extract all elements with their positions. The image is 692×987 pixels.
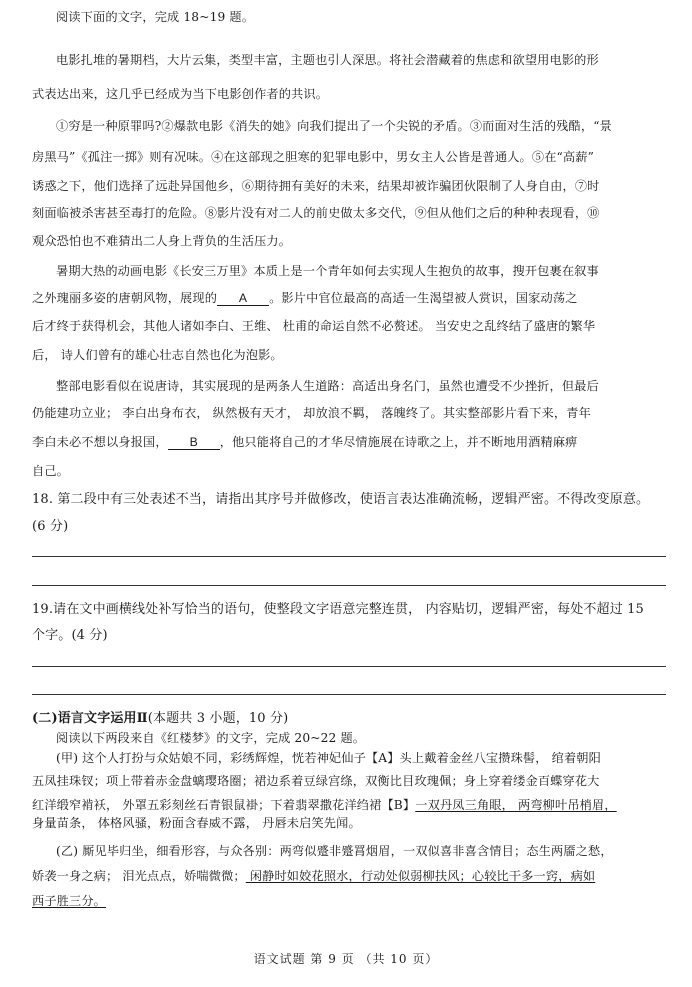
section-2-heading-detail: (本题共 3 小题，10 分)	[147, 711, 289, 726]
paragraph-2-line-1: ①穷是一种原罪吗?②爆款电影《消失的她》向我们提出了一个尖锐的矛盾。③而面对生活的残酷，“景	[56, 119, 612, 133]
passage-jia-line-4: 身量苗条， 体格风骚，粉面含春威不露， 丹唇未启笑先闻。	[32, 816, 361, 830]
paragraph-2-line-5: 观众恐怕也不难猜出二人身上背负的生活压力。	[32, 234, 292, 248]
passage-yi-line-1: (乙) 厮见毕归坐，细看形容，与众各别：两弯似蹙非蹙罥烟眉，一双似喜非喜含情目；态生两靥之愁，	[56, 844, 613, 858]
passage-yi-line-3	[32, 893, 106, 909]
paragraph-2-line-4: 刻面临被杀害甚至毒打的危险。⑧影片没有对二人的前史做太多交代，⑨但从他们之后的种种表现看，⑩	[32, 206, 600, 220]
paragraph-2-line-3: 诱惑之下，他们选择了远赴异国他乡，⑥期待拥有美好的未来，结果却被诈骗团伙限制了人身自由，⑦时	[32, 179, 600, 193]
section-2-heading	[32, 711, 288, 727]
blank-a: A	[217, 292, 269, 306]
question-18-line-1: 18. 第二段中有三处表述不当，请指出其序号并做修改，使语言表达准确流畅，逻辑严密。不得改变原意。	[32, 492, 650, 507]
paragraph-4-line-3	[32, 434, 578, 450]
page-footer: 语文试题 第 9 页 （共 10 页）	[253, 952, 439, 966]
passage-yi-underlined: 闲静时如姣花照水，行动处似弱柳扶风；心较比干多一窍，病如	[245, 869, 596, 883]
reading-intro: 阅读下面的文字，完成 18~19 题。	[56, 10, 255, 24]
question-19-line-2: 个字。(4 分)	[32, 628, 108, 643]
paragraph-3-line-1: 暑期大热的动画电影《长安三万里》本质上是一个青年如何去实现人生抱负的故事，搜开包裹在叙事	[56, 264, 599, 278]
paragraph-3-line-2-start: 之外瑰丽多姿的唐朝风物，展现的	[32, 291, 218, 305]
passage-jia-line-2: 五凤挂珠钗；项上带着赤金盘螭璎珞圈；裙边系着豆绿宫绦，双衡比目玫瑰佩；身上穿着缕金百蝶穿花大	[32, 774, 600, 788]
passage-jia-line-1: (甲) 这个人打扮与众姑娘不同，彩绣辉煌，恍若神妃仙子【A】头上戴着金丝八宝攒珠髻， 绾着朝阳	[56, 751, 601, 765]
paragraph-1-line-1: 电影扎堆的暑期档，大片云集，类型丰富，主题也引人深思。将社会潜藏着的焦虑和欲望用电影的形	[56, 53, 599, 67]
passage-jia-line-3-start: 红洋缎窄褃袄， 外罩五彩刻丝石青银鼠褂；下着翡翠撒花洋绉裙【B】	[32, 798, 416, 812]
passage-jia-underlined: 一双丹凤三角眼， 两弯柳叶吊梢眉，	[415, 798, 617, 812]
answer-line-18-1[interactable]	[32, 556, 666, 557]
paragraph-2-line-2: 房黑马”《孤注一掷》则有况味。④在这部现之胆寒的犯罪电影中，男女主人公皆是普通人。⑤在“高薪”	[32, 150, 594, 164]
paragraph-4-line-4: 自己。	[32, 464, 70, 478]
paragraph-1-line-2: 式表达出来，这几乎已经成为当下电影创作者的共识。	[32, 87, 329, 101]
paragraph-3-line-3: 后才终于获得机会，其他人诸如李白、王维、 杜甫的命运自然不必赘述。 当安史之乱终结了盛唐的繁华	[32, 319, 596, 333]
paragraph-4-line-3-end: ，他只能将自己的才华尽情施展在诗歌之上，并不断地用酒精麻痹	[219, 435, 578, 449]
paragraph-4-line-2: 仍能建功立业； 李白出身布衣， 纵然极有天才， 却放浪不羁， 落魄终了。其实整部影片看下来，青年	[32, 406, 591, 420]
paragraph-3-line-4: 后， 诗人们曾有的雄心壮志自然也化为泡影。	[32, 348, 283, 362]
passage-yi-underlined-end: 西子胜三分。	[32, 894, 107, 908]
paragraph-4-line-1: 整部电影看似在说唐诗，其实展现的是两条人生道路：高适出身名门，虽然也遭受不少挫折，但最后	[56, 379, 599, 393]
passage-jia-line-3	[32, 797, 617, 813]
blank-b: B	[168, 436, 220, 450]
section-2-intro: 阅读以下两段来自《红楼梦》的文字，完成 20~22 题。	[56, 731, 366, 745]
answer-line-18-2[interactable]	[32, 585, 666, 586]
question-18-line-2: (6 分)	[32, 519, 69, 534]
passage-yi-line-2-start: 娇袭一身之病； 泪光点点，娇喘微微；	[32, 869, 246, 883]
answer-line-19-2[interactable]	[32, 694, 666, 695]
passage-yi-line-2	[32, 868, 595, 884]
paragraph-3-line-2-end: 。影片中官位最高的高适一生渴望被人赏识，国家动荡之	[269, 291, 578, 305]
paragraph-3-line-2	[32, 290, 578, 306]
question-19-line-1: 19.请在文中画横线处补写恰当的语句，使整段文字语意完整连贯， 内容贴切，逻辑严密，每处不超过 15	[32, 602, 644, 617]
answer-line-19-1[interactable]	[32, 666, 666, 667]
section-2-heading-title: (二)语言文字运用Ⅱ	[32, 711, 148, 726]
paragraph-4-line-3-start: 李白未必不想以身报国，	[32, 435, 168, 449]
